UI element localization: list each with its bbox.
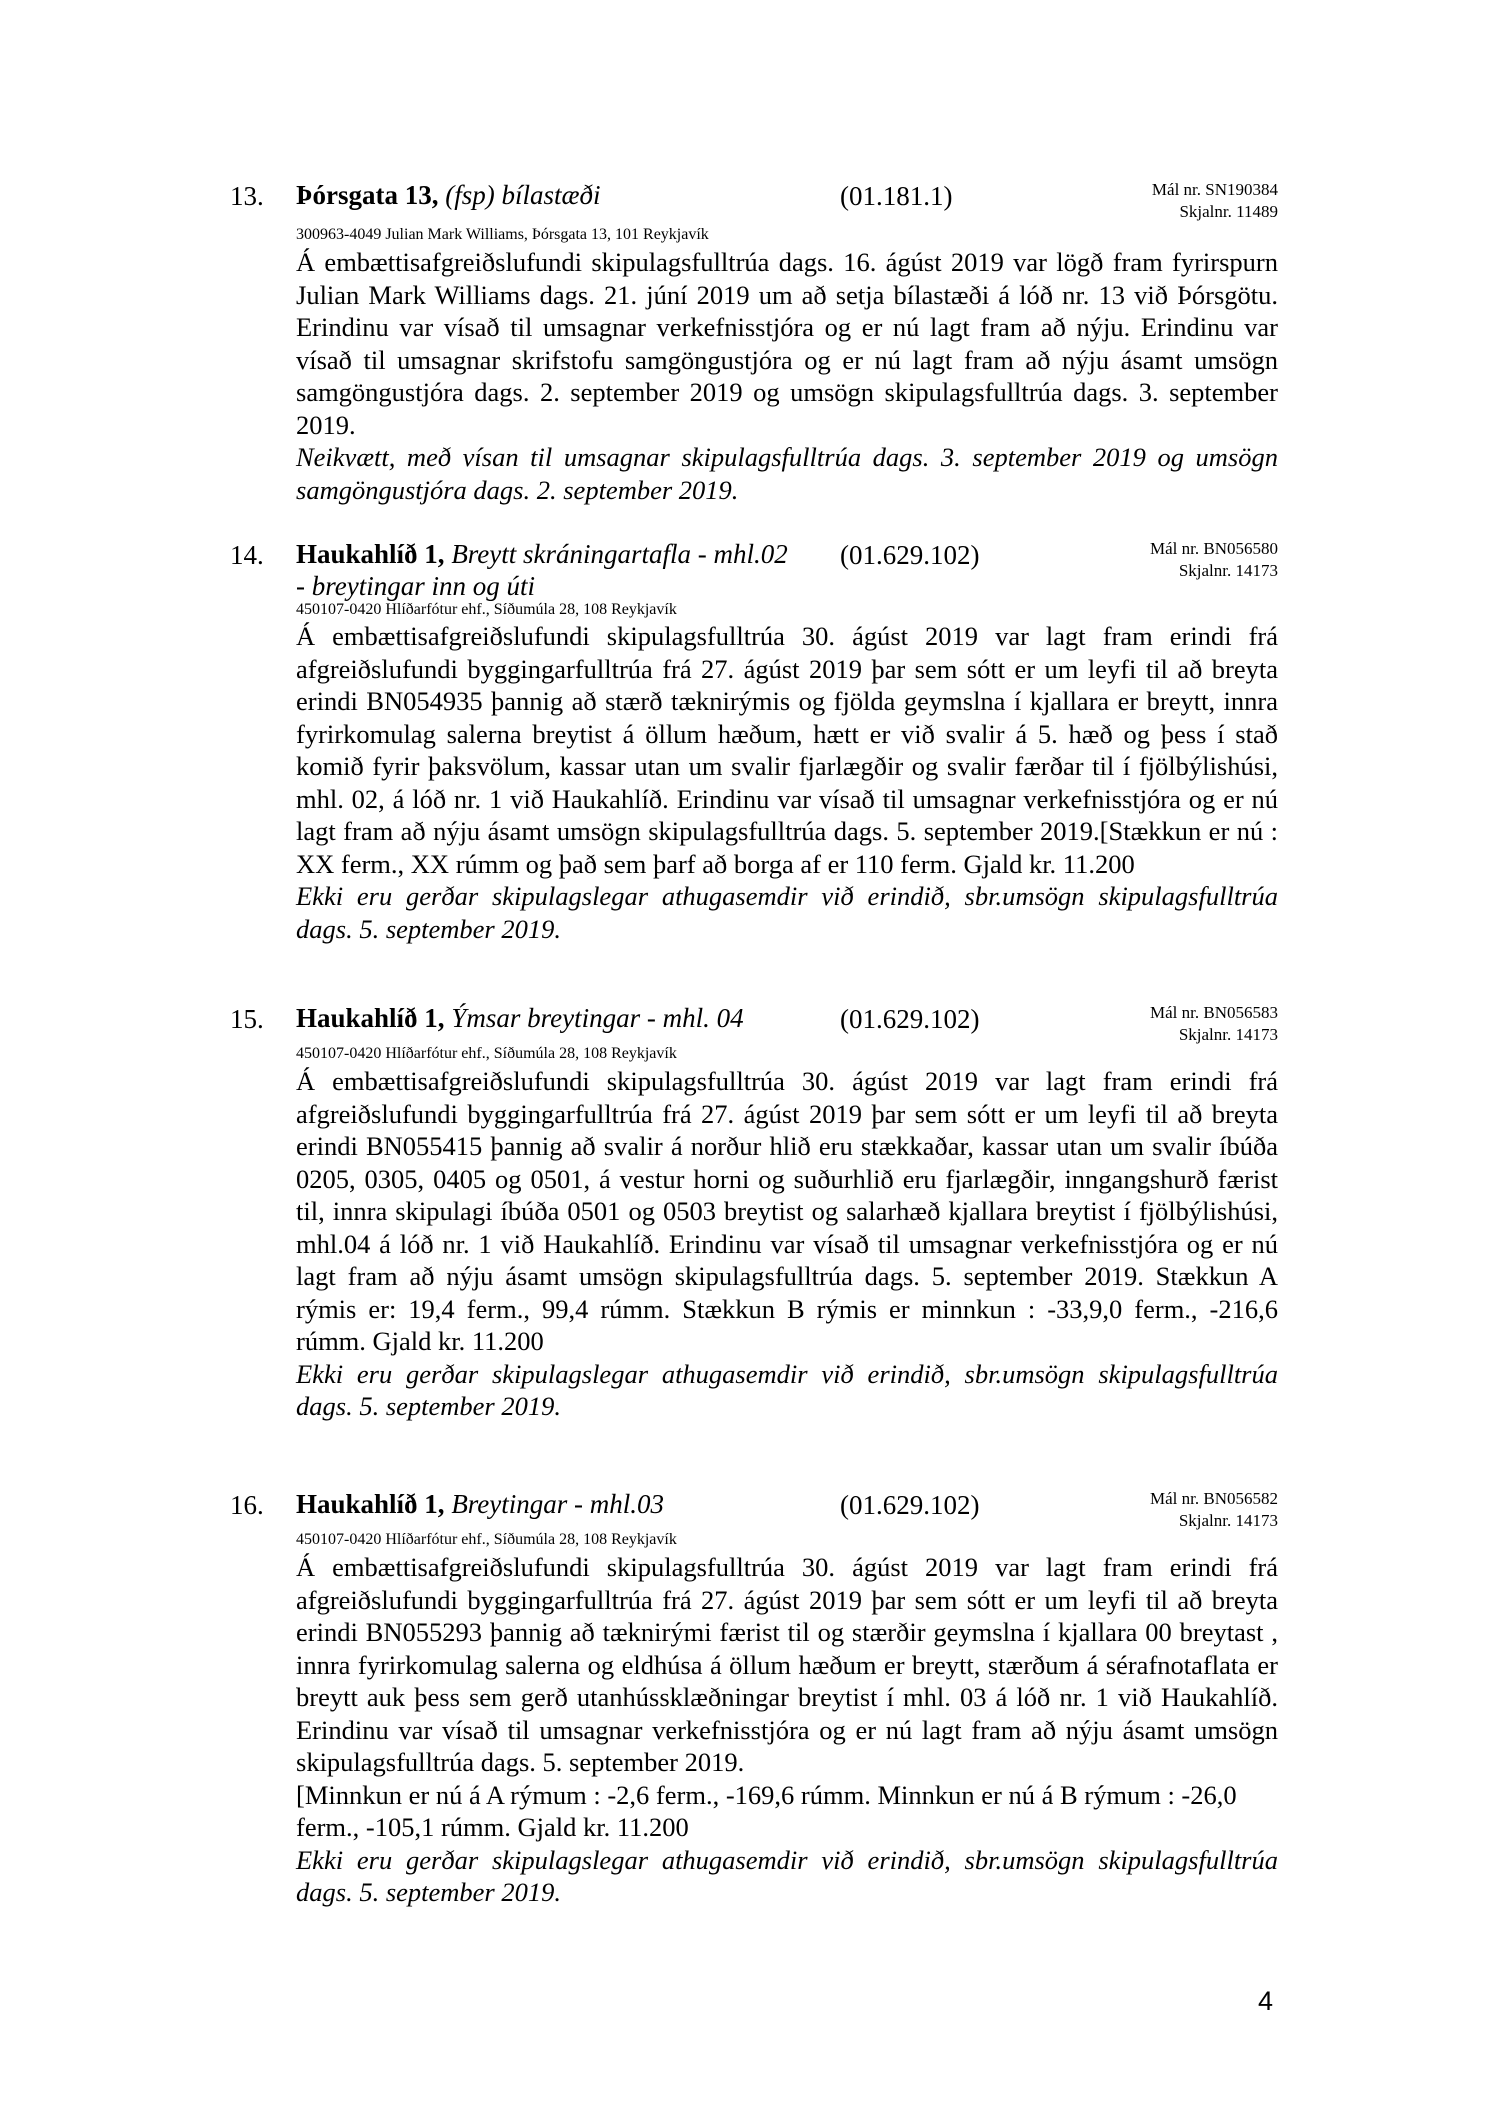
case-number: Mál nr. BN056582 — [1150, 1489, 1278, 1508]
item-body — [296, 620, 1278, 945]
item-body — [296, 246, 1278, 506]
page-number: 4 — [1258, 1986, 1274, 2016]
case-reference — [1152, 179, 1278, 223]
item-verdict: Ekki eru gerðar skipulagslegar athugasemdir við erindið, sbr.umsögn skipulagsfulltrúa dags. 5. september 2019. — [296, 881, 1278, 944]
item-verdict: Neikvætt, með vísan til umsagnar skipulagsfulltrúa dags. 3. september 2019 og umsögn samgöngustjóra dags. 2. september 2019. — [296, 442, 1278, 505]
item-text: Á embættisafgreiðslufundi skipulagsfulltrúa 30. ágúst 2019 var lagt fram erindi frá afgreiðslufundi byggingarfulltrúa frá 27. ágúst 2019 þar sem sótt er um leyfi til að breyta erindi BN054935 þannig að stærð tæknirýmis og fjölda geymslna í kjallara er breytt, innra fyrirkomulag salerna breytist á öllum hæðum, hætt er við svalir á 5. hæð og þess í stað komið fyrir þaksvölum, kassar utan um svalir fjarlægðir og svalir færðar til í fjölbýlishúsi, mhl. 02, á lóð nr. 1 við Haukahlíð. Erindinu var vísað til umsagnar verkefnisstjóra og er nú lagt fram að nýju ásamt umsögn skipulagsfulltrúa dags. 5. september 2019.[Stækkun er nú : XX ferm., XX rúmm og það sem þarf að borga af er 110 ferm. Gjald kr. 11.200 — [296, 621, 1278, 879]
item-verdict: Ekki eru gerðar skipulagslegar athugasemdir við erindið, sbr.umsögn skipulagsfulltrúa dags. 5. september 2019. — [296, 1358, 1278, 1421]
item-description: Ýmsar breytingar - mhl. 04 — [451, 1003, 744, 1033]
item-verdict: Ekki eru gerðar skipulagslegar athugasemdir við erindið, sbr.umsögn skipulagsfulltrúa dags. 5. september 2019. — [296, 1844, 1278, 1907]
item-number: 14. — [230, 540, 264, 570]
document-number: Skjalnr. 14173 — [1178, 1025, 1278, 1044]
case-reference — [1150, 1488, 1278, 1532]
applicant: 300963-4049 Julian Mark Williams, Þórsgata 13, 101 Reykjavík — [296, 226, 709, 243]
item-text: Á embættisafgreiðslufundi skipulagsfulltrúa dags. 16. ágúst 2019 var lögð fram fyrirspurn Julian Mark Williams dags. 21. júní 2019 um að setja bílastæði á lóð nr. 13 við Þórsgötu. Erindinu var vísað til umsagnar verkefnisstjóra og er nú lagt fram að nýju. Erindinu var vísað til umsagnar skrifstofu samgöngustjóra og er nú lagt fram að nýju ásamt umsögn samgöngustjóra dags. 2. september 2019 og umsögn skipulagsfulltrúa dags. 3. september 2019. — [296, 247, 1278, 440]
item-description: Breytingar - mhl.03 — [451, 1489, 665, 1519]
case-number: Mál nr. SN190384 — [1151, 180, 1278, 199]
case-reference — [1150, 538, 1278, 582]
item-number: 13. — [230, 181, 264, 211]
item-description: (fsp) bílastæði — [445, 180, 601, 210]
applicant: 450107-0420 Hlíðarfótur ehf., Síðumúla 28, 108 Reykjavík — [296, 1531, 677, 1548]
item-text-continued: [Minnkun er nú á A rýmum : -2,6 ferm., -169,6 rúmm. Minnkun er nú á B rýmum : -26,0 ferm., -105,1 rúmm. Gjald kr. 11.200 — [296, 1779, 1237, 1842]
land-code: (01.629.102) — [840, 1490, 980, 1520]
item-heading — [296, 538, 836, 602]
item-number: 15. — [230, 1004, 264, 1034]
applicant: 450107-0420 Hlíðarfótur ehf., Síðumúla 28, 108 Reykjavík — [296, 1045, 677, 1062]
case-number: Mál nr. BN056583 — [1150, 1003, 1278, 1022]
land-code: (01.629.102) — [840, 1004, 980, 1034]
document-number: Skjalnr. 11489 — [1179, 202, 1278, 221]
item-address: Haukahlíð 1, — [296, 1489, 445, 1519]
item-address: Haukahlíð 1, — [296, 539, 445, 569]
item-description-line2: - breytingar inn og úti — [296, 571, 535, 601]
item-description: Breytt skráningartafla - mhl.02 — [451, 539, 788, 569]
land-code: (01.181.1) — [840, 181, 953, 211]
item-body — [296, 1065, 1278, 1423]
item-heading — [296, 1002, 836, 1034]
document-number: Skjalnr. 14173 — [1178, 1511, 1278, 1530]
item-heading — [296, 179, 836, 211]
case-reference — [1150, 1002, 1278, 1046]
document-number: Skjalnr. 14173 — [1178, 561, 1278, 580]
item-text: Á embættisafgreiðslufundi skipulagsfulltrúa 30. ágúst 2019 var lagt fram erindi frá afgreiðslufundi byggingarfulltrúa frá 27. ágúst 2019 þar sem sótt er um leyfi til að breyta erindi BN055293 þannig að tæknirými færist til og stærðir geymslna í kjallara 00 breytast , innra fyrirkomulag salerna og eldhúsa á öllum hæðum er breytt, stærðum á sérafnotaflata er breytt auk þess sem gerð utanhússklæðningar breytist í mhl. 03 á lóð nr. 1 við Haukahlíð. Erindinu var vísað til umsagnar verkefnisstjóra og er nú lagt fram að nýju ásamt umsögn skipulagsfulltrúa dags. 5. september 2019. — [296, 1552, 1278, 1777]
land-code: (01.629.102) — [840, 540, 980, 570]
item-body — [296, 1551, 1278, 1909]
case-number: Mál nr. BN056580 — [1150, 539, 1278, 558]
item-address: Haukahlíð 1, — [296, 1003, 445, 1033]
item-heading — [296, 1488, 836, 1520]
item-number: 16. — [230, 1490, 264, 1520]
item-address: Þórsgata 13, — [296, 180, 439, 210]
applicant: 450107-0420 Hlíðarfótur ehf., Síðumúla 28, 108 Reykjavík — [296, 601, 677, 618]
item-text: Á embættisafgreiðslufundi skipulagsfulltrúa 30. ágúst 2019 var lagt fram erindi frá afgreiðslufundi byggingarfulltrúa frá 27. ágúst 2019 þar sem sótt er um leyfi til að breyta erindi BN055415 þannig að svalir á norður hlið eru stækkaðar, kassar utan um svalir íbúða 0205, 0305, 0405 og 0501, á vestur horni og suðurhlið eru fjarlægðir, inngangshurð færist til, innra skipulagi íbúða 0501 og 0503 breytist og salarhæð kjallara breytist í fjölbýlishúsi, mhl.04 á lóð nr. 1 við Haukahlíð. Erindinu var vísað til umsagnar verkefnisstjóra og er nú lagt fram að nýju ásamt umsögn skipulagsfulltrúa dags. 5. september 2019. Stækkun A rýmis er: 19,4 ferm., 99,4 rúmm. Stækkun B rýmis er minnkun : -33,9,0 ferm., -216,6 rúmm. Gjald kr. 11.200 — [296, 1066, 1278, 1356]
